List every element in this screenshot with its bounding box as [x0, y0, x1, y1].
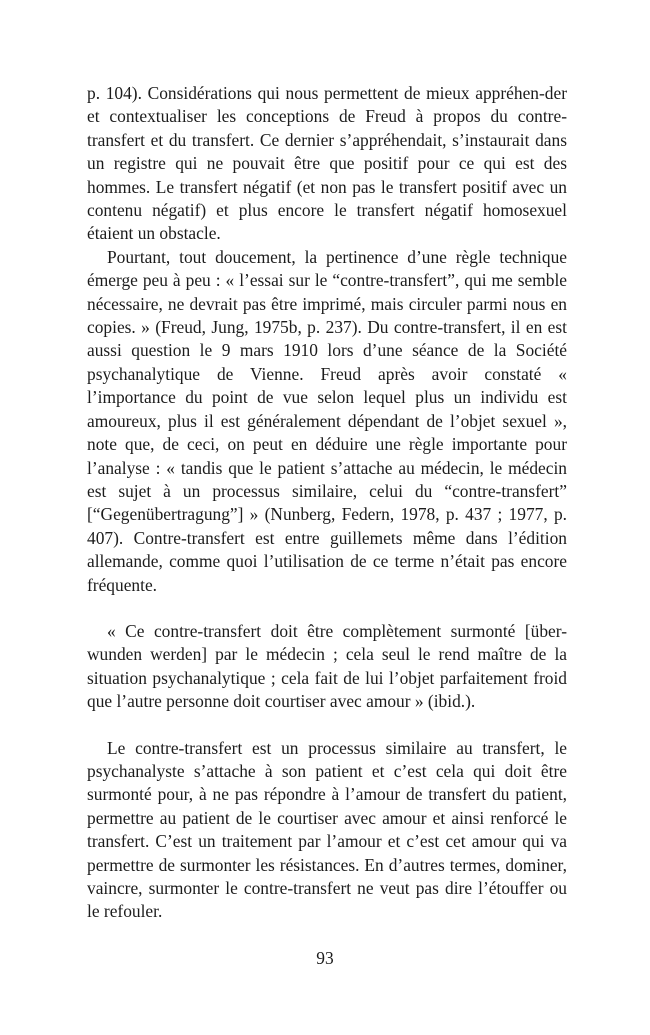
- page-body: [87, 82, 567, 924]
- paragraph-pourtant: Pourtant, tout doucement, la pertinence d’une règle technique émerge peu à peu : « l’essai sur le “contre-transfert”, qui me semble nécessaire, ne devrait pas être imprimé, mais circuler parmi nous en copies. » (Freud, Jung, 1975b, p. 237). Du contre-transfert, il en est aussi question le 9 mars 1910 lors d’une séance de la Société psychanalytique de Vienne. Freud après avoir constaté « l’importance du point de vue selon lequel plus un individu est amoureux, plus il est généralement dépendant de l’objet sexuel », note que, de ceci, on peut en déduire une règle importante pour l’analyse : « tandis que le patient s’attache au médecin, le médecin est sujet à un processus similaire, celui du “contre-transfert” [“Gegenübertragung”] » (Nunberg, Federn, 1978, p. 437 ; 1977, p. 407). Contre-transfert est entre guillemets même dans l’édition allemande, comme quoi l’utilisation de ce terme n’était pas encore fréquente.: [87, 246, 567, 595]
- page-number: 93: [316, 948, 334, 968]
- paragraph-contre-transfert: Le contre-transfert est un processus similaire au transfert, le psychanalyste s’attache à son patient et c’est cela qui doit être surmonté pour, à ne pas répondre à l’amour de transfert du patient, permettre au patient de le courtiser avec amour et ainsi renforcé le transfert. C’est un traitement par l’amour et c’est cet amour qui va permettre de surmonter les résistances. En d’autres termes, dominer, vaincre, surmonter le contre-transfert ne veut pas dire l’étouffer ou le refouler.: [87, 737, 567, 922]
- block-quote: « Ce contre-transfert doit être complètement surmonté [über-wunden werden] par le médecin ; cela seul le rend maître de la situation psychanalytique ; cela fait de lui l’objet parfaitement froid que l’autre personne doit courtiser avec amour » (ibid.).: [87, 620, 567, 712]
- paragraph-continuation: p. 104). Considérations qui nous permettent de mieux appréhen-der et contextualiser les conceptions de Freud à propos du contre-transfert et du transfert. Ce dernier s’appréhendait, s’instaurait dans un registre qui ne pouvait être que positif pour ce qui est des hommes. Le transfert négatif (et non pas le transfert positif avec un contenu négatif) et plus encore le transfert négatif homosexuel étaient un obstacle.: [87, 83, 567, 244]
